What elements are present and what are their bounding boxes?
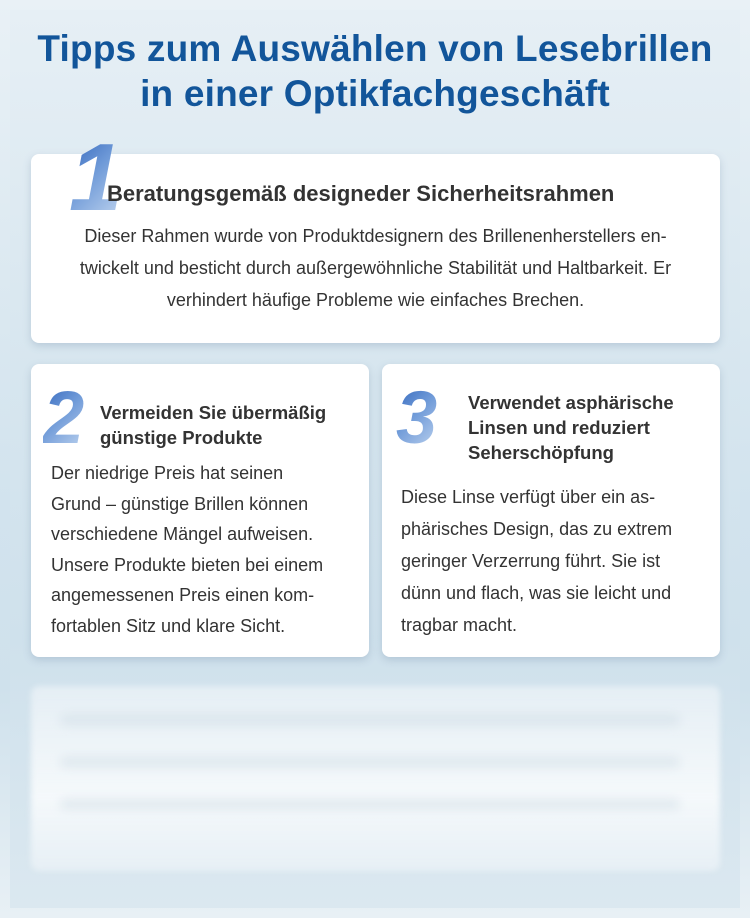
tip-text-2-line: angemessenen Preis einen kom- — [51, 585, 315, 605]
page-title-line-2: in einer Optikfachgeschäft — [140, 73, 610, 114]
tip-title-2-line: Vermeiden Sie übermäßig — [100, 402, 327, 423]
tip-card-1 — [31, 124, 720, 343]
tip-title-3-line: Seherschöpfung — [468, 442, 614, 463]
tip-title-3-line: Linsen und reduziert — [468, 417, 650, 438]
tip-text-3-line: dünn und flach, was sie leicht und — [401, 583, 672, 603]
tip-text-1-line: verhindert häufige Probleme wie einfaches Brechen. — [166, 290, 585, 310]
page-title — [0, 26, 750, 116]
tip-title-3 — [468, 390, 713, 465]
blurred-line — [60, 757, 680, 767]
tip-text-2 — [51, 458, 361, 641]
tip-text-1 — [45, 220, 706, 316]
tip-text-2-line: verschiedene Mängel aufweisen. — [51, 524, 314, 544]
tip-title-3-line: Verwendet asphärische — [468, 392, 674, 413]
tip-text-1-line: Dieser Rahmen wurde von Produktdesignern des Brillenenherstellers en- — [84, 226, 667, 246]
tip-number-3: 3 — [396, 376, 438, 459]
blurred-line — [60, 799, 680, 809]
blurred-line — [60, 715, 680, 725]
tip-text-3-line: phärisches Design, das zu extrem — [401, 519, 673, 539]
tip-title-2 — [100, 400, 365, 450]
tip-card-2 — [31, 364, 369, 657]
tip-title-2-line: günstige Produkte — [100, 427, 263, 448]
tip-text-3-line: geringer Verzerrung führt. Sie ist — [401, 551, 661, 571]
tip-text-2-line: Unsere Produkte bieten bei einem — [51, 554, 324, 575]
page-title-line-1: Tipps zum Auswählen von Lesebrillen — [37, 28, 713, 69]
tip-number-2: 2 — [43, 376, 85, 459]
tip-card-3 — [382, 364, 720, 657]
tip-text-3-line: tragbar macht. — [401, 615, 518, 635]
blurred-reflection-text — [60, 715, 680, 841]
tip-title-1: Beratungsgemäß designeder Sicherheitsrahmen — [107, 181, 615, 206]
tip-text-2-line: fortablen Sitz und klare Sicht. — [51, 615, 286, 636]
tip-text-2-line: Der niedrige Preis hat seinen — [51, 463, 284, 483]
tip-text-3 — [401, 481, 713, 641]
tip-text-2-line: Grund – günstige Brillen können — [51, 493, 309, 514]
tip-number-1: 1 — [69, 124, 123, 231]
tip-text-1-line: twickelt und besticht durch außergewöhnliche Stabilität und Haltbarkeit. Er — [79, 258, 672, 278]
tip-text-3-line: Diese Linse verfügt über ein as- — [401, 487, 656, 507]
